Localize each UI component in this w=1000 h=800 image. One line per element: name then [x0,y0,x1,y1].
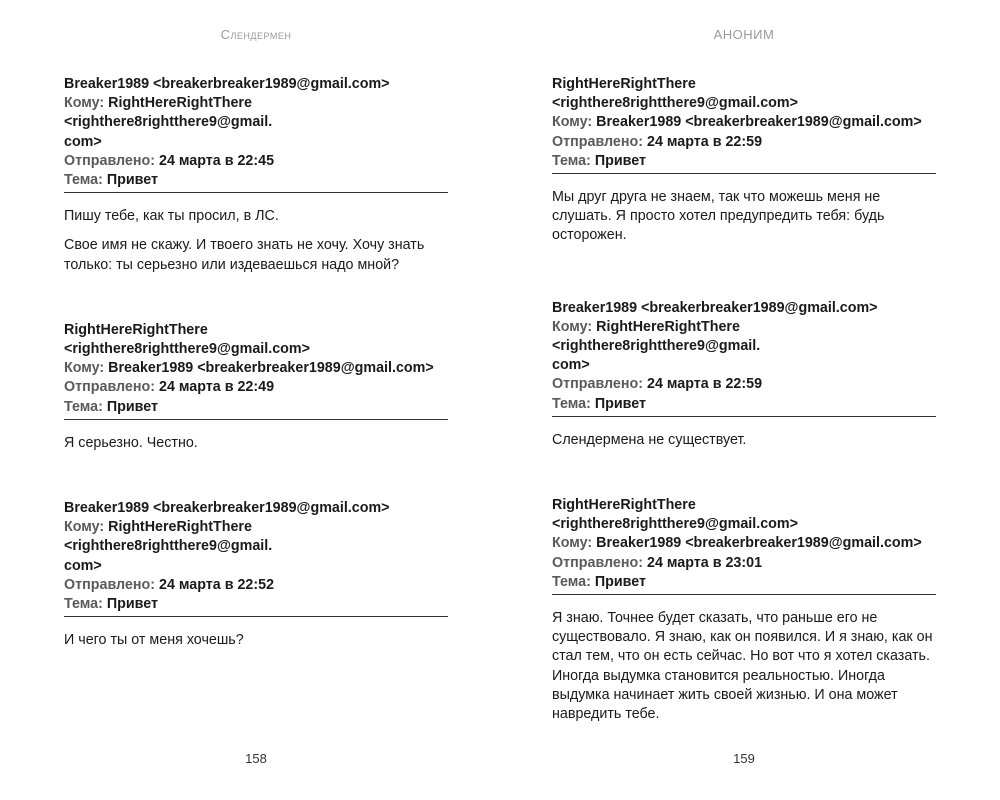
email-sent [64,378,448,397]
email-from: RightHereRightThere <righthere8rightthere9@gmail.com> [552,76,798,112]
sent-value: 24 марта в 23:01 [647,554,763,571]
to-label: Кому: [64,519,105,536]
body-paragraph: И чего ты от меня хочешь? [64,632,244,649]
sent-value: 24 марта в 22:59 [647,376,763,393]
email-subject [552,152,936,171]
to-value: RightHereRightThere <righthere8rightthere9@gmail. [64,95,273,131]
to-label: Кому: [552,318,593,335]
email-to [552,534,936,553]
sent-label: Отправлено: [552,376,644,393]
email-subject [64,171,448,190]
subject-value: Привет [594,573,647,590]
email-message [64,321,448,453]
sent-value: 24 марта в 22:49 [159,379,275,396]
subject-value: Привет [106,398,159,415]
subject-value: Привет [106,172,159,189]
body-paragraph: Свое имя не скажу. И твоего знать не хочу. Хочу знать только: ты серьезно или издеваешься надо мной? [64,237,425,273]
email-body [64,207,448,275]
email-from: RightHereRightThere <righthere8rightthere9@gmail.com> [552,497,798,533]
email-subject [64,398,448,417]
subject-value: Привет [106,596,159,613]
email-from: Breaker1989 <breakerbreaker1989@gmail.com> [64,76,390,92]
body-paragraph: Мы друг друга не знаем, так что можешь меня не слушать. Я просто хотел предупредить тебя: будь осторожен. [552,189,885,244]
subject-label: Тема: [64,398,103,415]
email-to-continued: com> [64,557,102,574]
email-to [552,318,936,356]
body-paragraph: Пишу тебе, как ты просил, в ЛС. [64,208,279,225]
email-sent [552,133,936,152]
to-value: RightHereRightThere <righthere8rightthere9@gmail. [64,519,273,555]
header-divider [552,594,936,595]
to-label: Кому: [552,114,593,131]
email-to [64,94,448,132]
right-page [552,0,936,800]
email-message [64,499,448,650]
subject-label: Тема: [64,172,103,189]
email-body [64,631,448,650]
email-message [552,496,936,724]
sent-value: 24 марта в 22:59 [647,133,763,150]
email-subject [552,573,936,592]
subject-label: Тема: [64,596,103,613]
email-from: Breaker1989 <breakerbreaker1989@gmail.com> [552,299,878,316]
to-value: Breaker1989 <breakerbreaker1989@gmail.com> [596,535,922,552]
header-divider [552,173,936,174]
email-sent [64,152,448,171]
email-sent [552,375,936,394]
subject-label: Тема: [552,395,591,412]
left-page-content [64,75,448,696]
email-subject [64,595,448,614]
email-message [64,75,448,275]
body-paragraph: Я серьезно. Честно. [64,434,198,451]
header-divider [552,416,936,417]
sent-label: Отправлено: [64,379,156,396]
header-divider [64,616,448,617]
to-label: Кому: [64,95,105,112]
email-body [552,431,936,450]
email-from: Breaker1989 <breakerbreaker1989@gmail.com> [64,500,390,517]
sent-label: Отправлено: [552,554,644,571]
to-value: RightHereRightThere <righthere8rightthere9@gmail. [552,318,761,355]
email-to-continued: com> [552,357,590,374]
to-label: Кому: [552,535,593,552]
left-page [64,0,448,800]
body-paragraph: Слендермена не существует. [552,431,747,448]
right-page-content [552,75,936,770]
to-value: Breaker1989 <breakerbreaker1989@gmail.com> [596,114,922,131]
header-divider [64,192,448,193]
subject-label: Тема: [552,573,591,590]
subject-value: Привет [594,395,647,412]
email-subject [552,395,936,414]
email-sent [64,576,448,595]
body-paragraph: Я знаю. Точнее будет сказать, что раньше его не существовало. Я знаю, как он появился. И я знаю, как он стал тем, что он есть сейчас. Но вот что я хотел сказать. Иногда выдумка становится реальностью. Иногда выдумка начинает жить своей жизнью. И она может навредить тебе. [552,610,933,723]
email-to [64,518,448,556]
sent-label: Отправлено: [64,576,156,593]
email-sent [552,554,936,573]
page-number-left: 158 [245,751,267,766]
sent-label: Отправлено: [64,152,156,169]
running-head-left: Слендермен [220,27,292,42]
running-head-right: АНОНИМ [713,27,775,42]
subject-label: Тема: [552,152,591,169]
sent-value: 24 марта в 22:45 [159,152,275,169]
email-to-continued: com> [64,133,102,150]
email-body [64,434,448,453]
email-to [64,359,448,378]
email-body [552,609,936,724]
email-message [552,75,936,246]
email-to [552,113,936,132]
to-value: Breaker1989 <breakerbreaker1989@gmail.com> [108,360,434,377]
page-number-right: 159 [733,751,755,766]
email-body [552,188,936,246]
subject-value: Привет [594,152,647,169]
email-from: RightHereRightThere <righthere8rightthere9@gmail.com> [64,321,310,358]
sent-value: 24 марта в 22:52 [159,576,275,593]
header-divider [64,419,448,420]
email-message [552,299,936,450]
to-label: Кому: [64,360,105,377]
sent-label: Отправлено: [552,133,644,150]
